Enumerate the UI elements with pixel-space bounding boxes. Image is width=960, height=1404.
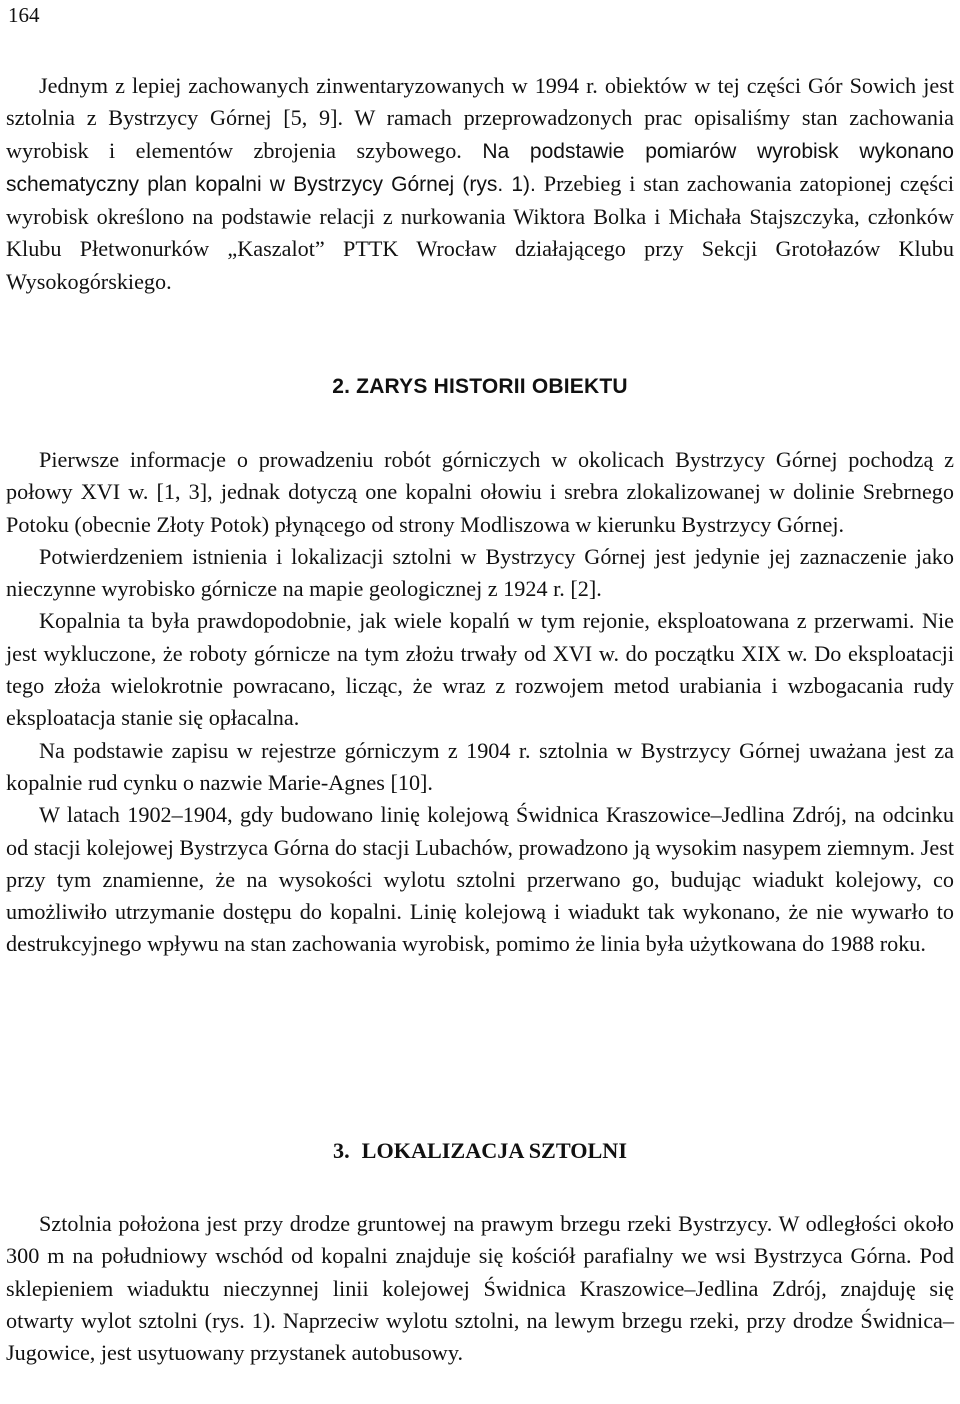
section-3-heading-title: LOKALIZACJA SZTOLNI: [361, 1138, 627, 1163]
section-3-body: [6, 1208, 954, 1369]
section-3-paragraph-1: Sztolnia położona jest przy drodze gruntowej na prawym brzegu rzeki Bystrzycy. W odległości około 300 m na południowy wschód od kopalni znajduje się kościół parafialny we wsi Bystrzyca Górna. Pod sklepieniem wiaduktu nieczynnej linii kolejowej Świdnica Kraszowice–Jedlina Zdrój, znajduję się otwarty wylot sztolni (rys. 1). Naprzeciw wylotu sztolni, na lewym brzegu rzeki, przy drodze Świdnica–Jugowice, jest usytuowany przystanek autobusowy.: [6, 1211, 954, 1366]
intro-text: [6, 70, 954, 298]
section-2-body: [6, 444, 954, 961]
intro-text-serif-b: Przebieg i stan zachowania zatopionej części wyrobisk określono na podstawie relacji z nurkowania Wiktora Bolka i Michała Stajszczyka, członków Klubu Płetwonurków „Kaszalot” PTTK Wrocław działającego przy Sekcji Grotołazów Klubu Wysokogórskiego.: [6, 170, 955, 294]
section-3-heading-number: 3.: [333, 1138, 350, 1163]
intro-text-serif-a: Jednym z lepiej zachowanych zinwentaryzowanych w 1994 r. obiektów w tej części Gór Sowich jest sztolnia z Bystrzycy Górnej [5, 9]. W ramach przeprowadzonych prac opisaliśmy stan zachowania wyrobisk i elementów zbrojenia szybowego.: [6, 73, 954, 163]
intro-text-sans: Na podstawie pomiarów wyrobisk wykonano schematyczny plan kopalni w Bystrzycy Górnej (rys. 1).: [6, 139, 954, 196]
section-2-paragraph-4: Na podstawie zapisu w rejestrze górniczym z 1904 r. sztolnia w Bystrzycy Górnej uważana jest za kopalnie rud cynku o nazwie Marie-Agnes [10].: [6, 737, 954, 795]
section-2-paragraph-2: Potwierdzeniem istnienia i lokalizacji sztolni w Bystrzycy Górnej jest jedynie jej zaznaczenie jako nieczynne wyrobisko górnicze na mapie geologicznej z 1924 r. [2].: [6, 543, 954, 602]
section-3-heading: [0, 1135, 960, 1167]
page-number: 164: [8, 3, 40, 27]
section-2-paragraph-3: Kopalnia ta była prawdopodobnie, jak wiele kopalń w tym rejonie, eksploatowana z przerwami. Nie jest wykluczone, że roboty górnicze na tym złożu trwały od XVI w. do początku XIX w. Do eksploatacji tego złoża wielokrotnie powracano, licząc, że wraz z rozwojem metod urabiania i wzbogacania rudy eksploatacja stanie się opłacalna.: [6, 608, 954, 731]
intro-paragraph: [6, 70, 954, 298]
section-2-paragraph-1: Pierwsze informacje o prowadzeniu robót górniczych w okolicach Bystrzycy Górnej pochodzą z połowy XVI w. [1, 3], jednak dotyczą one kopalni ołowiu i srebra zlokalizowanej w dolinie Srebrnego Potoku (obecnie Złoty Potok) płynącego od strony Modliszowa w kierunku Bystrzycy Górnej.: [6, 447, 954, 537]
section-2-paragraph-5: W latach 1902–1904, gdy budowano linię kolejową Świdnica Kraszowice–Jedlina Zdrój, na odcinku od stacji kolejowej Bystrzyca Górna do stacji Lubachów, prowadzono ją wysokim nasypem ziemnym. Jest przy tym znamienne, że na wysokości wylotu sztolni przerwano go, budując wiadukt kolejowy, co umożliwiło utrzymanie dostępu do kopalni. Linię kolejową i wiadukt tak wykonano, że nie wywarło to destrukcyjnego wpływu na stan zachowania wyrobisk, pomimo że linia była użytkowana do 1988 roku.: [6, 802, 954, 957]
section-2-heading: 2. ZARYS HISTORII OBIEKTU: [332, 375, 628, 398]
